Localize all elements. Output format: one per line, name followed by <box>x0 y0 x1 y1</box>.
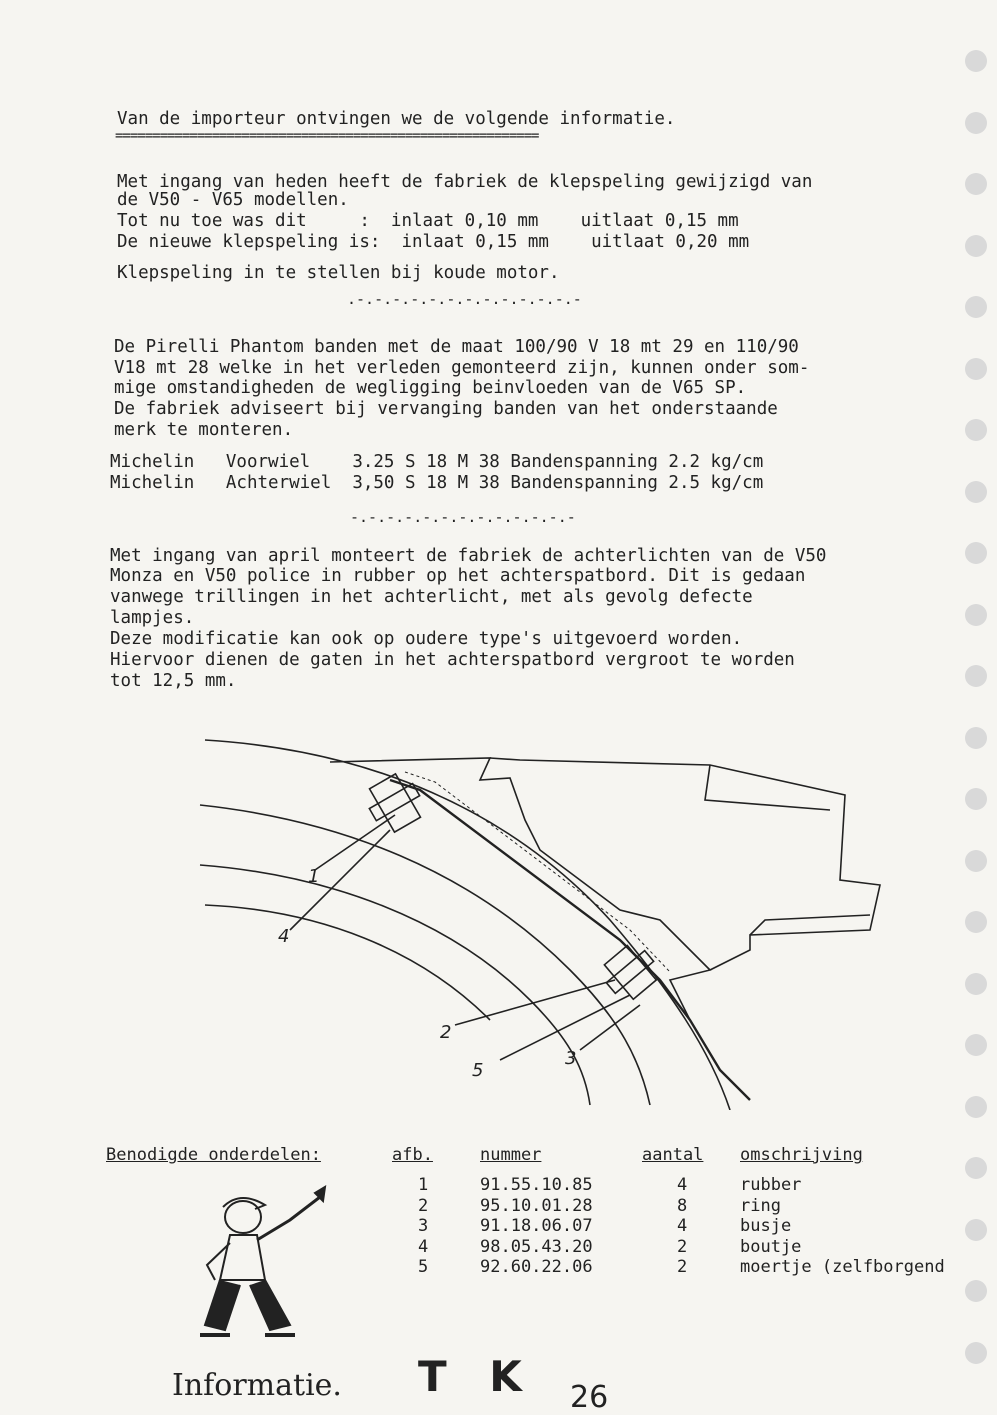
p1-line3: Klepspeling in te stellen bij koude motor. <box>117 263 560 283</box>
leader-1 <box>315 815 395 870</box>
col-omschrijving <box>740 1175 945 1278</box>
leader-2 <box>455 980 615 1025</box>
binder-hole <box>965 50 987 72</box>
table-cell: busje <box>740 1216 792 1236</box>
dash-separator: -.-.-.-.-.-.-.-.-.-.-.-.- <box>350 508 576 526</box>
fender-arc-4 <box>205 905 490 1020</box>
tyre-front-row: Michelin Voorwiel 3.25 S 18 M 38 Bandenspanning 2.2 kg/cm <box>110 452 764 472</box>
p2-line5: merk te monteren. <box>114 420 294 440</box>
col-aantal <box>677 1175 687 1278</box>
binder-hole <box>965 296 987 318</box>
fender-arc-3 <box>200 865 590 1105</box>
binder-hole <box>965 1157 987 1179</box>
page-number: 26 <box>570 1380 609 1415</box>
binder-hole <box>965 911 987 933</box>
table-cell: 8 <box>677 1195 688 1216</box>
double-line-separator: ========================================================= <box>115 128 539 144</box>
p1-line2: de V50 - V65 modellen. <box>117 190 349 210</box>
table-cell: rubber <box>740 1175 802 1195</box>
table-cell: 91.55.10.85 <box>480 1175 593 1195</box>
mechanic-mascot-illustration <box>195 1185 335 1350</box>
p1-line1: Met ingang van heden heeft de fabriek de klepspeling gewijzigd van <box>117 172 813 192</box>
table-cell: 4 <box>418 1236 429 1257</box>
binder-hole <box>965 235 987 257</box>
table-cell: 4 <box>677 1175 688 1195</box>
mascot-arm-pointing <box>257 1197 320 1240</box>
p3-line2: Monza en V50 police in rubber op het achterspatbord. Dit is gedaan <box>110 566 806 586</box>
diagram-label-3: 3 <box>565 1048 577 1069</box>
col-nummer <box>480 1175 593 1278</box>
binder-hole <box>965 481 987 503</box>
mount-plate-hatch <box>405 772 670 972</box>
mascot-leg-right <box>250 1280 290 1330</box>
p2-line4: De fabriek adviseert bij vervanging banden van het onderstaande <box>114 399 778 419</box>
fender-arc-outer <box>205 740 730 1110</box>
table-cell: ring <box>740 1195 781 1216</box>
clearance-old-row: Tot nu toe was dit : inlaat 0,10 mm uitlaat 0,15 mm <box>117 211 739 231</box>
p3-line7: tot 12,5 mm. <box>110 671 237 691</box>
p3-line3: vanwege trillingen in het achterlicht, met als gevolg defecte <box>110 587 753 607</box>
leader-4 <box>290 830 390 930</box>
table-cell: 2 <box>418 1195 429 1216</box>
binder-hole <box>965 604 987 626</box>
p2-line1: De Pirelli Phantom banden met de maat 100/90 V 18 mt 29 en 110/90 <box>114 337 799 357</box>
table-cell: 5 <box>418 1257 429 1277</box>
binder-hole <box>965 1096 987 1118</box>
p3-line1: Met ingang van april monteert de fabriek de achterlichten van de V50 <box>110 546 827 566</box>
table-cell: 1 <box>418 1175 429 1195</box>
table-cell: moertje (zelfborgend <box>740 1257 945 1277</box>
binder-hole <box>965 1342 987 1364</box>
col-afb <box>418 1175 428 1278</box>
grommet-bottom <box>604 946 656 1000</box>
binder-hole <box>965 542 987 564</box>
p3-line4: lampjes. <box>110 608 195 628</box>
col-header-omschrijving: omschrijving <box>740 1145 863 1165</box>
diagram-label-2: 2 <box>440 1022 452 1043</box>
col-header-nummer: nummer <box>480 1145 542 1165</box>
table-cell: 2 <box>677 1236 688 1257</box>
binder-hole <box>965 850 987 872</box>
binder-hole <box>965 727 987 749</box>
binder-hole <box>965 788 987 810</box>
binder-hole <box>965 419 987 441</box>
binder-hole <box>965 112 987 134</box>
binder-hole <box>965 1219 987 1241</box>
leader-3 <box>580 1005 640 1050</box>
binder-hole <box>965 973 987 995</box>
intro-heading: Van de importeur ontvingen we de volgende informatie. <box>117 109 676 129</box>
p2-line2: V18 mt 28 welke in het verleden gemonteerd zijn, kunnen onder som- <box>114 358 810 378</box>
table-cell: 2 <box>677 1257 688 1277</box>
table-cell: 92.60.22.06 <box>480 1257 593 1277</box>
clearance-new-row: De nieuwe klepspeling is: inlaat 0,15 mm uitlaat 0,20 mm <box>117 232 750 252</box>
lamp-housing-outer <box>490 758 880 970</box>
col-header-afb: afb. <box>392 1145 433 1165</box>
table-cell: boutje <box>740 1236 802 1257</box>
mascot-head <box>225 1201 261 1233</box>
binder-hole <box>965 1280 987 1302</box>
fender-arc-2 <box>200 805 650 1105</box>
diagram-label-4: 4 <box>278 926 290 947</box>
table-cell: 3 <box>418 1216 429 1236</box>
binder-hole <box>965 173 987 195</box>
footer-tk-logo: T K <box>418 1352 536 1401</box>
rear-light-mounting-diagram <box>190 720 890 1110</box>
p3-line6: Hiervoor dienen de gaten in het achterspatbord vergroot te worden <box>110 650 795 670</box>
lamp-housing-inner <box>330 758 710 1020</box>
col-header-aantal: aantal <box>642 1145 704 1165</box>
p3-line5: Deze modificatie kan ook op oudere type's uitgevoerd worden. <box>110 629 743 649</box>
binder-hole <box>965 1034 987 1056</box>
footer-informatie: Informatie. <box>172 1368 342 1403</box>
mascot-leg-left <box>205 1280 240 1330</box>
parts-heading: Benodigde onderdelen: <box>106 1145 321 1165</box>
diagram-label-5: 5 <box>472 1060 484 1081</box>
p2-line3: mige omstandigheden de wegligging beinvloeden van de V65 SP. <box>114 378 747 398</box>
diagram-label-1: 1 <box>308 866 320 887</box>
table-cell: 98.05.43.20 <box>480 1236 593 1257</box>
binder-hole <box>965 665 987 687</box>
tyre-rear-row: Michelin Achterwiel 3,50 S 18 M 38 Bandenspanning 2.5 kg/cm <box>110 473 764 493</box>
binder-hole <box>965 358 987 380</box>
mascot-torso <box>220 1235 265 1280</box>
table-cell: 95.10.01.28 <box>480 1195 593 1216</box>
dash-separator: .-.-.-.-.-.-.-.-.-.-.-.-.- <box>347 290 582 308</box>
table-cell: 91.18.06.07 <box>480 1216 593 1236</box>
binder-holes <box>965 50 989 1403</box>
table-cell: 4 <box>677 1216 688 1236</box>
